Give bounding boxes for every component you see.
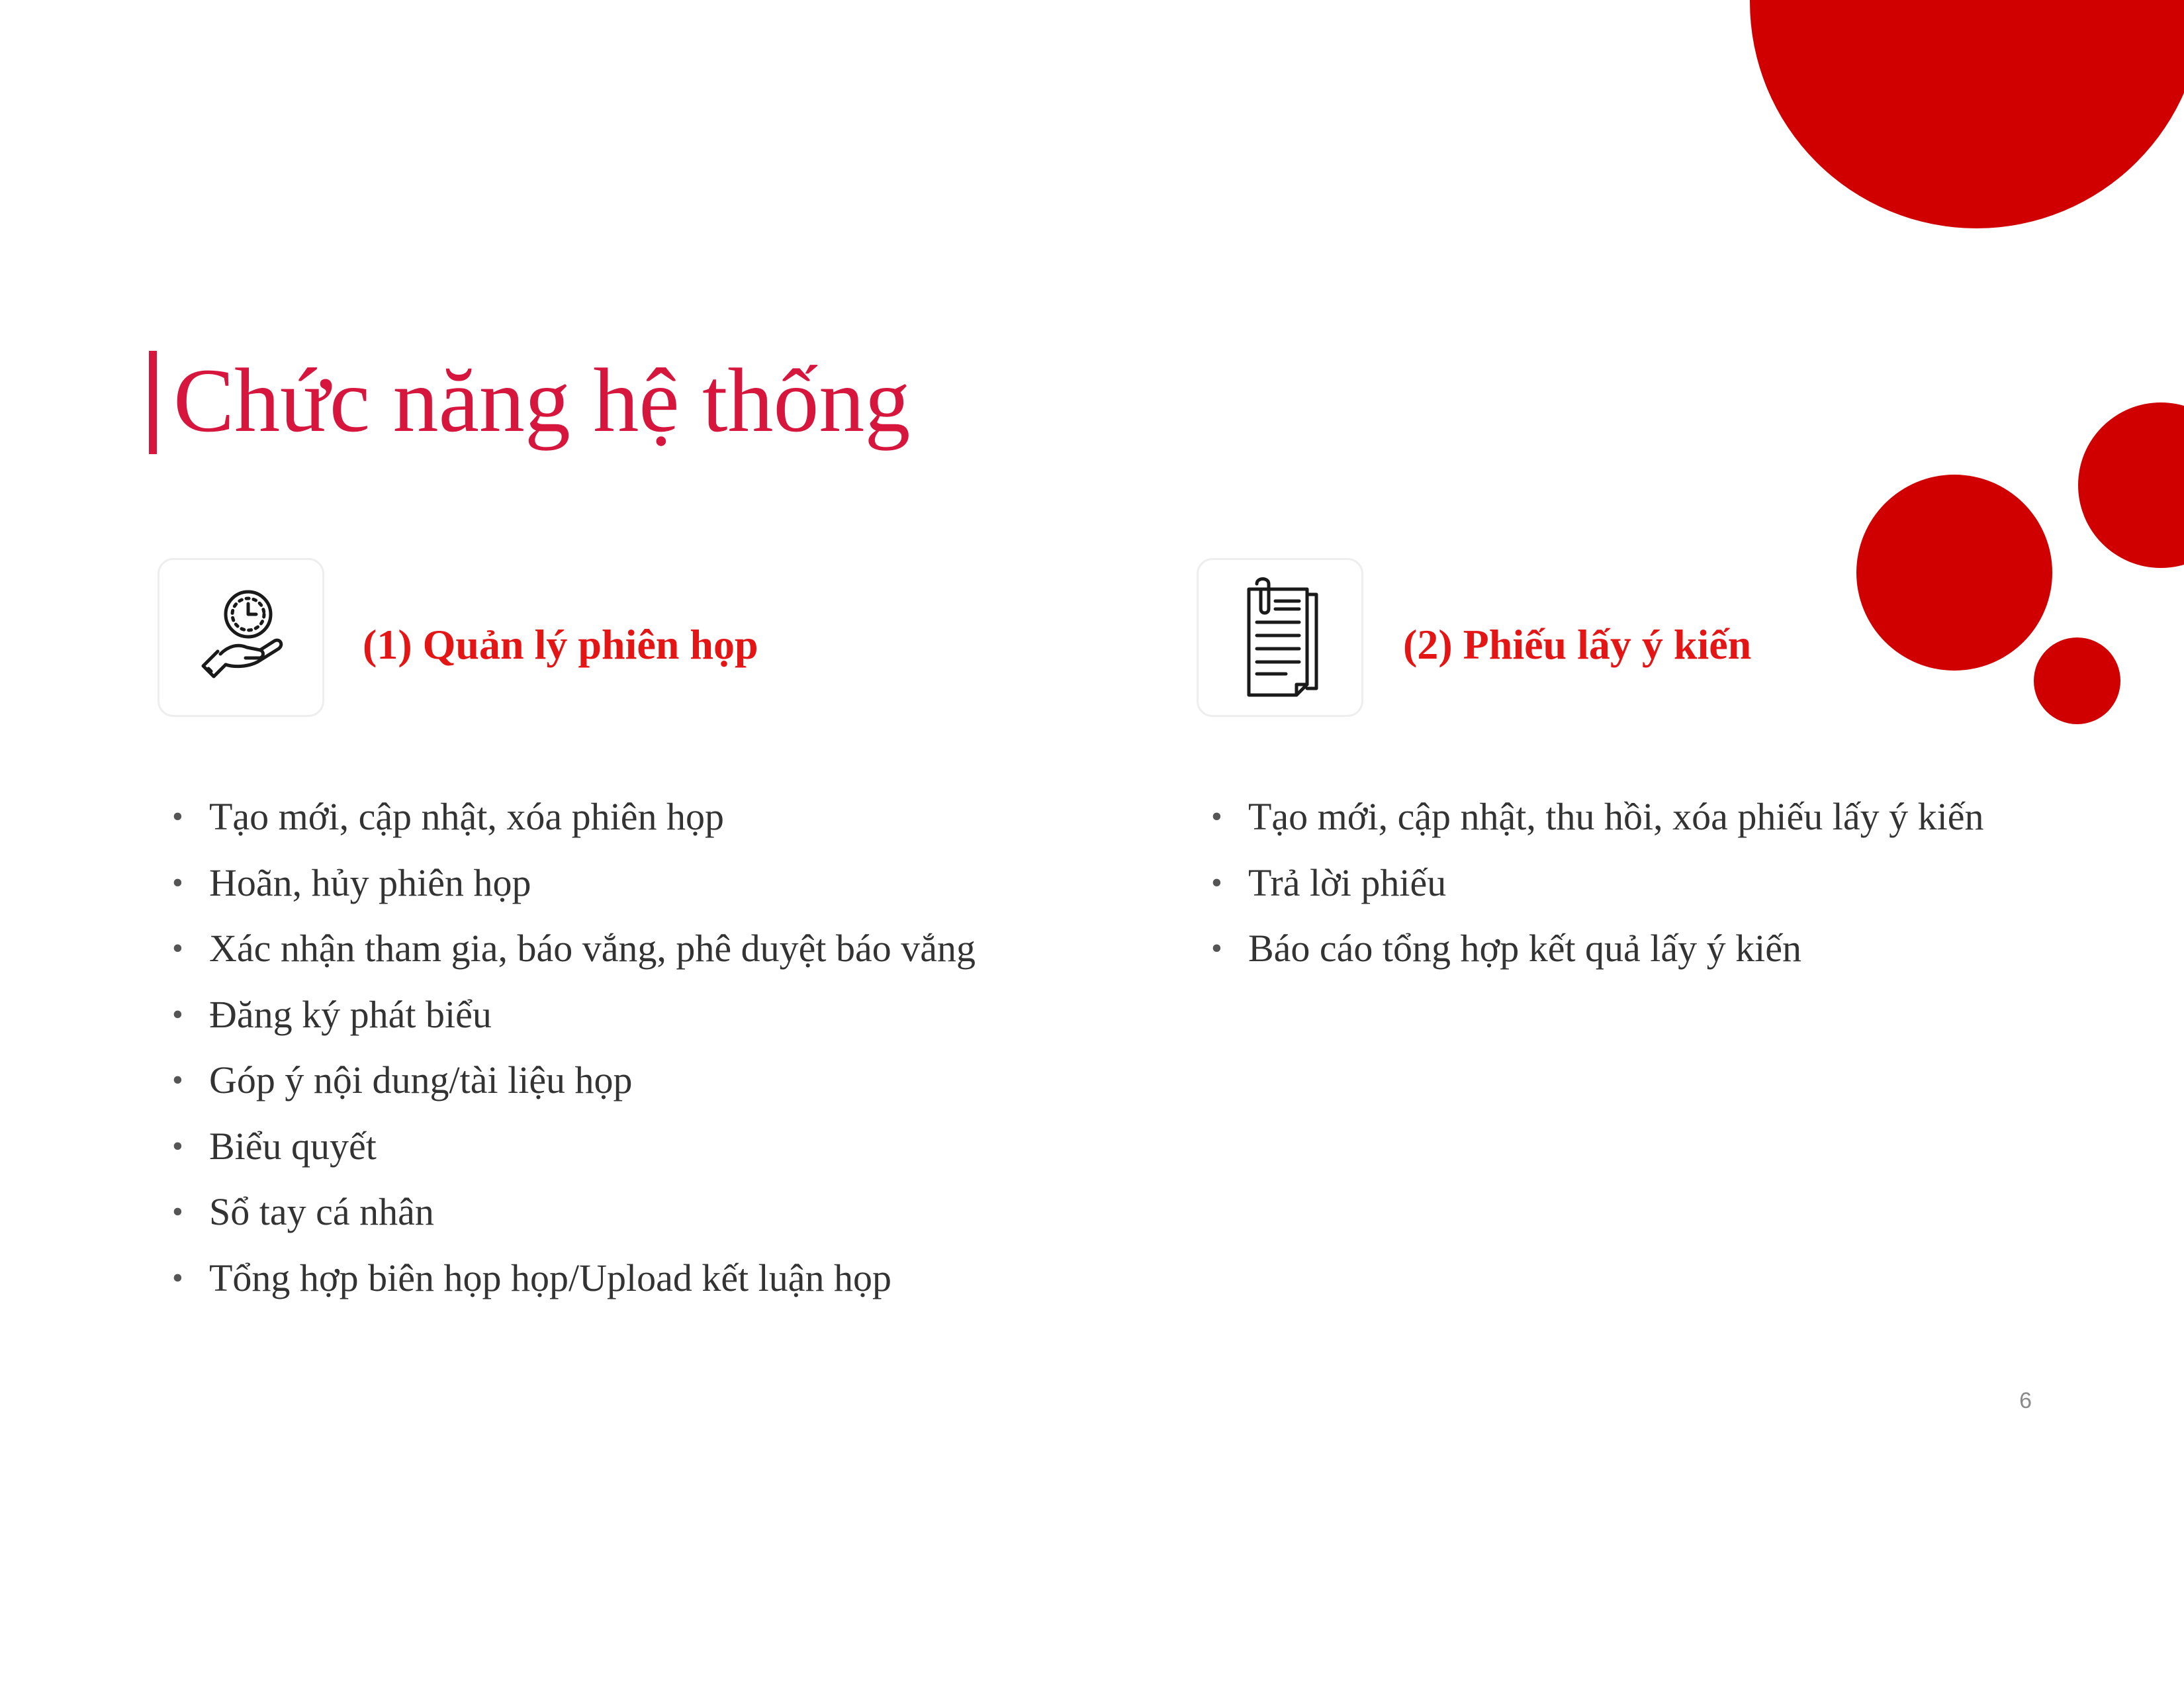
list-item: • Tạo mới, cập nhật, thu hồi, xóa phiếu lấy ý kiến: [1211, 784, 1983, 850]
bullet-icon: •: [172, 1194, 183, 1229]
section-1-list: [172, 784, 976, 1311]
decorative-circle-right: [2078, 402, 2184, 568]
document-paperclip-icon: [1230, 575, 1330, 700]
list-item: • Tổng hợp biên họp họp/Upload kết luận họp: [172, 1245, 976, 1311]
section-2-heading: (2) Phiếu lấy ý kiến: [1403, 621, 1752, 668]
list-item: • Đăng ký phát biểu: [172, 982, 976, 1048]
bullet-icon: •: [1211, 865, 1222, 900]
bullet-icon: •: [172, 799, 183, 834]
page-title: Chức năng hệ thống: [173, 350, 911, 451]
list-item: • Hoãn, hủy phiên họp: [172, 850, 976, 916]
title-accent-bar: [149, 351, 157, 454]
bullet-icon: •: [172, 931, 183, 966]
decorative-circle-small: [2034, 637, 2120, 724]
decorative-circle-medium: [1856, 475, 2052, 671]
section-2-list: [1211, 784, 1983, 982]
bullet-icon: •: [172, 1062, 183, 1098]
list-item: • Tạo mới, cập nhật, xóa phiên họp: [172, 784, 976, 850]
bullet-icon: •: [1211, 931, 1222, 966]
bullet-icon: •: [172, 865, 183, 900]
list-item: • Báo cáo tổng hợp kết quả lấy ý kiến: [1211, 915, 1983, 982]
bullet-icon: •: [1211, 799, 1222, 834]
list-item: • Sổ tay cá nhân: [172, 1179, 976, 1245]
section-1-heading: (1) Quản lý phiên họp: [363, 621, 758, 668]
hand-holding-clock-icon: [191, 588, 291, 687]
list-item: • Góp ý nội dung/tài liệu họp: [172, 1047, 976, 1113]
list-item: • Trả lời phiếu: [1211, 850, 1983, 916]
bullet-icon: •: [172, 996, 183, 1032]
list-item: • Xác nhận tham gia, báo vắng, phê duyệt báo vắng: [172, 915, 976, 982]
bullet-icon: •: [172, 1128, 183, 1164]
decorative-circle-large: [1750, 0, 2184, 228]
section-2-icon-card: [1197, 558, 1363, 717]
page-number: 6: [2019, 1388, 2032, 1413]
list-item: • Biểu quyết: [172, 1113, 976, 1180]
bullet-icon: •: [172, 1260, 183, 1295]
section-1-icon-card: [158, 558, 324, 717]
